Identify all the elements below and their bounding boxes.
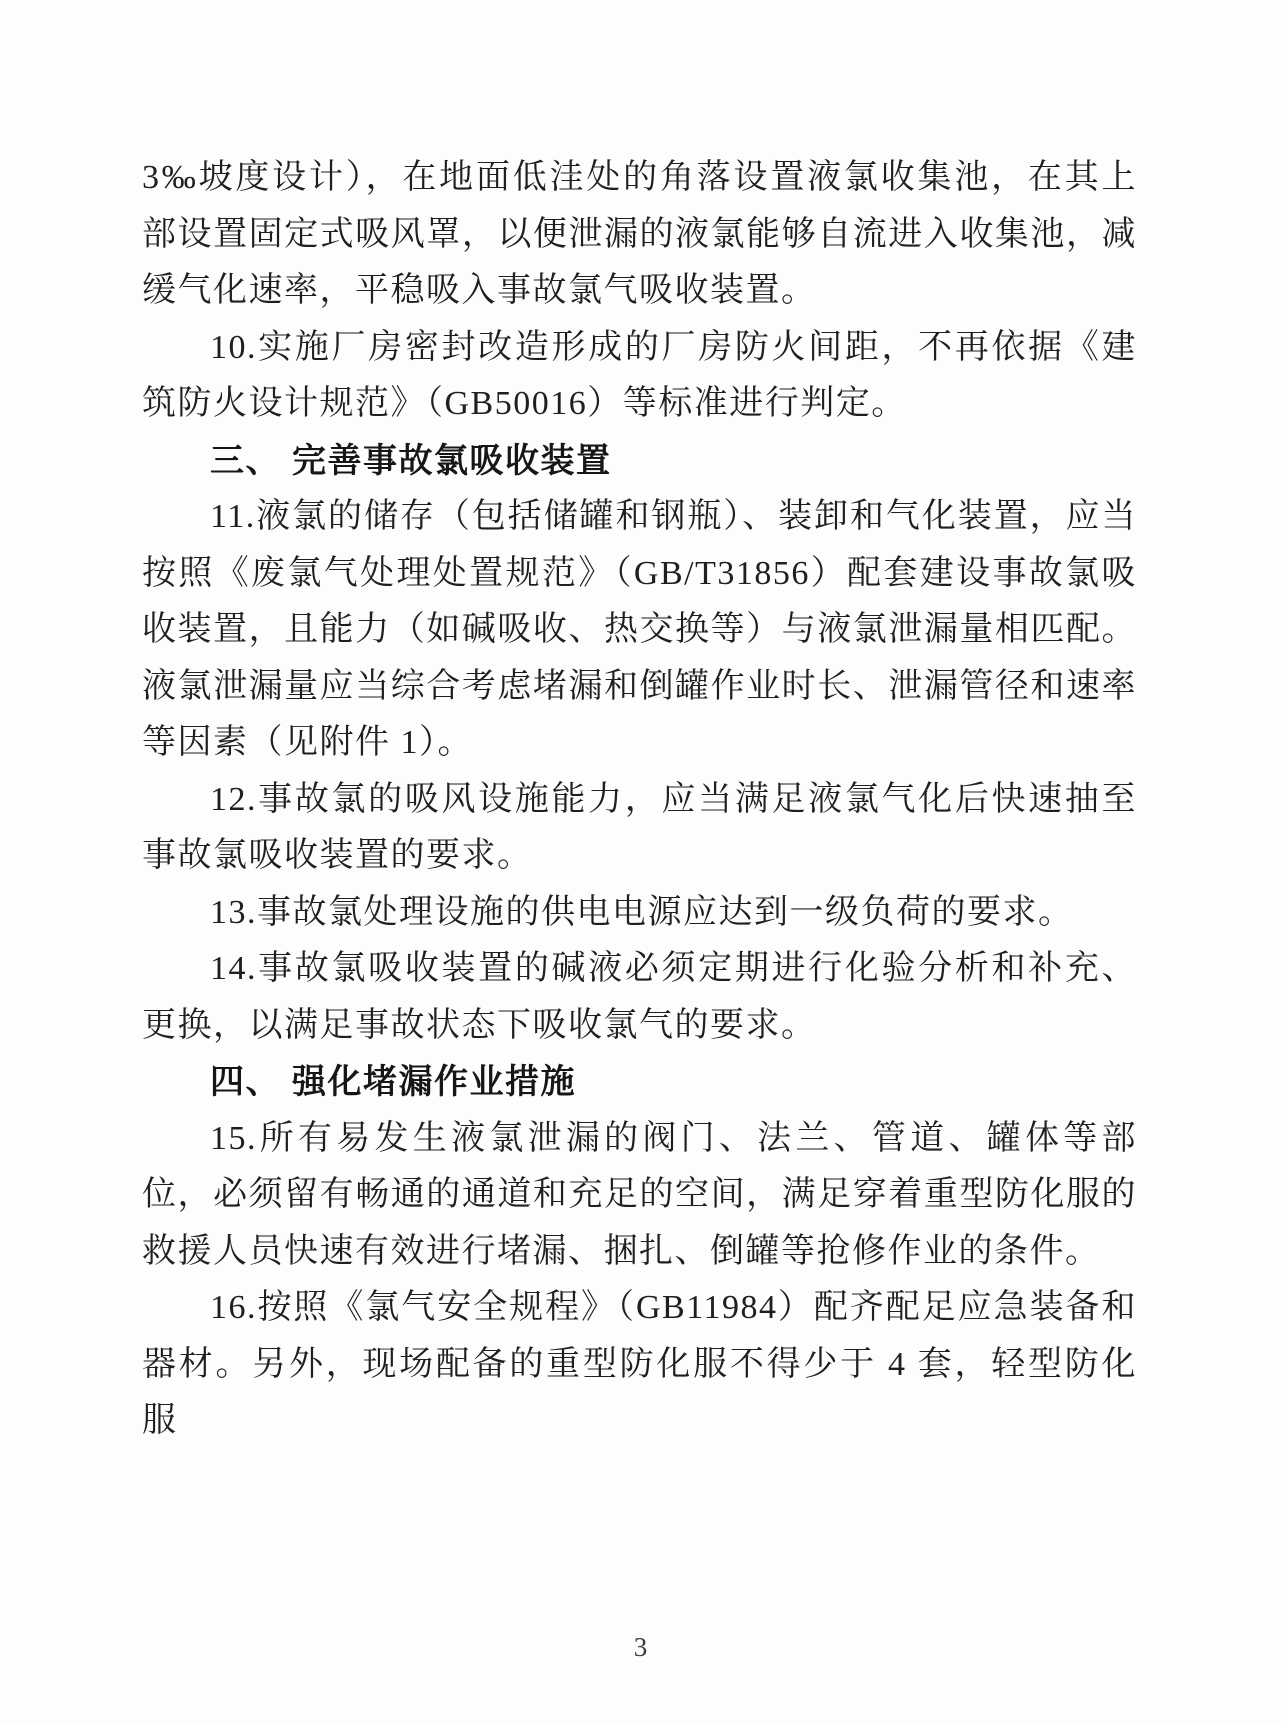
- numbered-item-16: 16.按照《氯气安全规程》（GB11984）配齐配足应急装备和器材。另外，现场配备的重型防化服不得少于 4 套，轻型防化服: [142, 1289, 1137, 1439]
- section-heading-4: 四、 强化堵漏作业措施: [210, 1063, 576, 1101]
- numbered-item-10: 10.实施厂房密封改造形成的厂房防火间距，不再依据《建筑防火设计规范》（GB50016）等标准进行判定。: [142, 328, 1137, 422]
- numbered-item-13: 13.事故氯处理设施的供电电源应达到一级负荷的要求。: [210, 893, 1074, 931]
- section-heading-3: 三、 完善事故氯吸收装置: [210, 441, 612, 480]
- numbered-item-14: 14.事故氯吸收装置的碱液必须定期进行化验分析和补充、更换，以满足事故状态下吸收氯气的要求。: [142, 950, 1137, 1044]
- numbered-item-15: 15.所有易发生液氯泄漏的阀门、法兰、管道、罐体等部位，必须留有畅通的通道和充足的空间，满足穿着重型防化服的救援人员快速有效进行堵漏、捆扎、倒罐等抢修作业的条件。: [142, 1119, 1137, 1270]
- page-number: 3: [633, 1632, 648, 1662]
- numbered-item-11: 11.液氯的储存（包括储罐和钢瓶）、装卸和气化装置，应当按照《废氯气处理处置规范》（GB/T31856）配套建设事故氯吸收装置，且能力（如碱吸收、热交换等）与液氯泄漏量相匹配。液氯泄漏量应当综合考虑堵漏和倒罐作业时长、泄漏管径和速率等因素（见附件 1）。: [142, 498, 1137, 761]
- document-body: [142, 150, 1137, 1450]
- numbered-item-12: 12.事故氯的吸风设施能力，应当满足液氯气化后快速抽至事故氯吸收装置的要求。: [142, 780, 1137, 874]
- paragraph-continuation: 3‰坡度设计），在地面低洼处的角落设置液氯收集池，在其上部设置固定式吸风罩，以便泄漏的液氯能够自流进入收集池，减缓气化速率，平稳吸入事故氯气吸收装置。: [142, 159, 1137, 309]
